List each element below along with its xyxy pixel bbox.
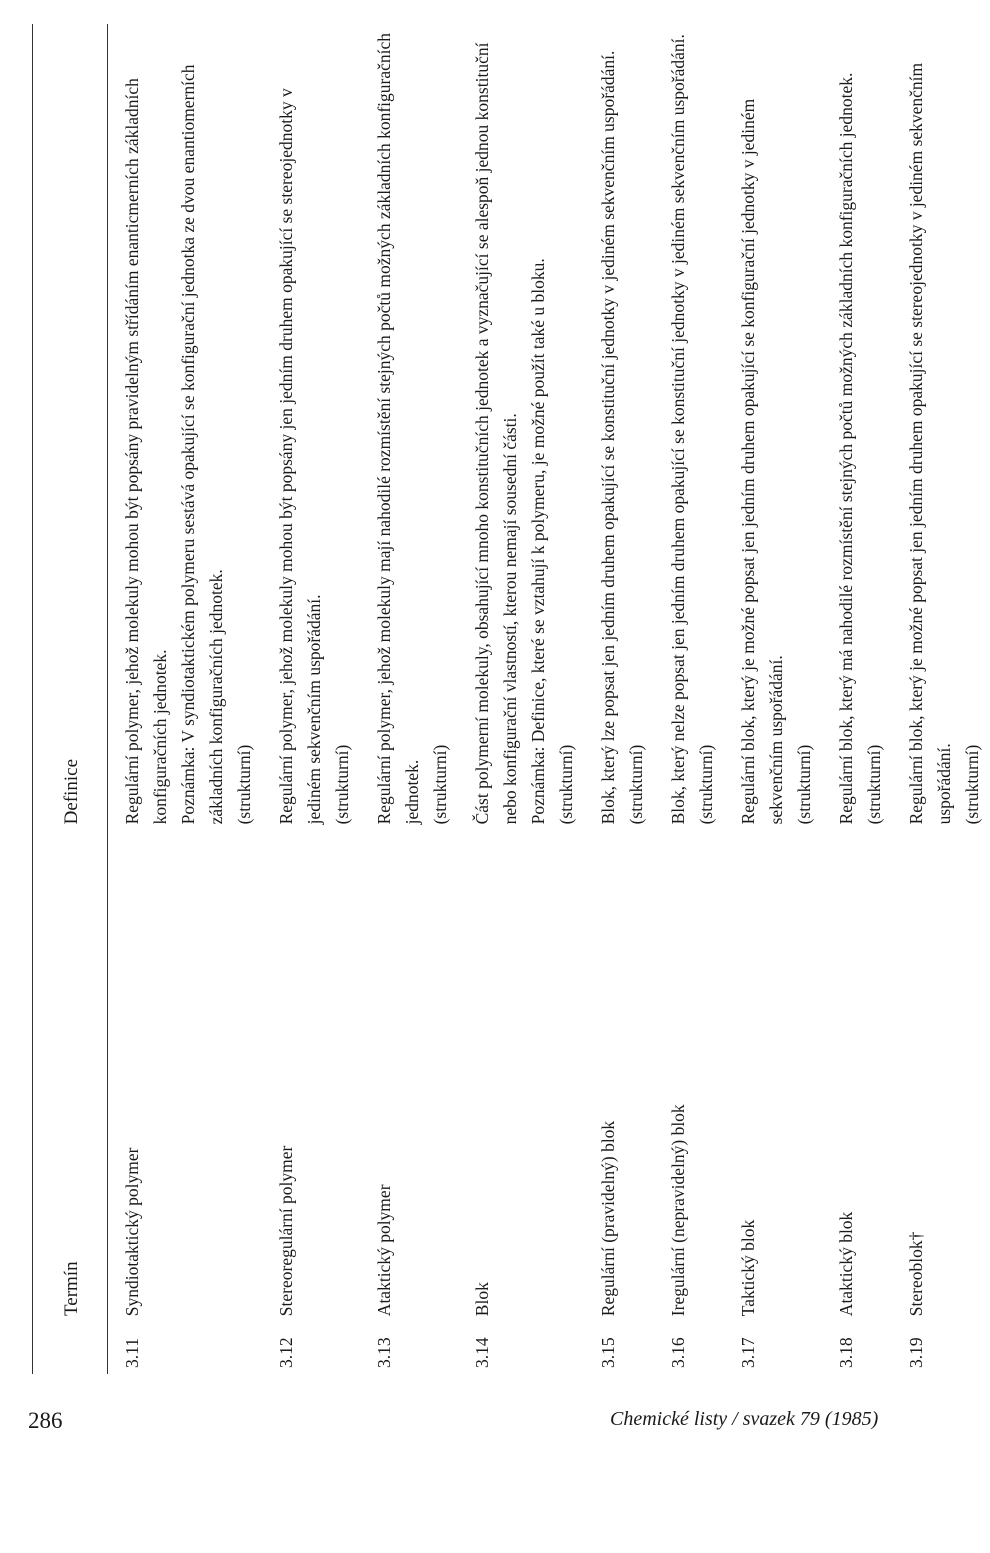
structure-tag: (strukturní) <box>234 744 254 825</box>
definition-note: Poznámka: Definice, které se vztahují k polymeru, je možné použít také u bloku. <box>528 258 548 825</box>
header-term: Termín <box>33 824 108 1374</box>
definition-text: Část polymerní molekuly, obsahující mnoho konstitučních jednotek a vyznačující se alespoň jednou konstituční nebo konfigurační vlastností, kterou nemají sousední části. <box>472 42 520 825</box>
row-definition-cell <box>458 24 584 824</box>
table-header-row <box>33 24 108 1374</box>
page-number: 286 <box>28 1408 63 1433</box>
row-definition-cell <box>108 24 263 824</box>
journal-footer: Chemické listy / svazek 79 (1985) <box>610 1408 879 1430</box>
row-definition-cell <box>360 24 458 824</box>
definition-text: Regulární polymer, jehož molekuly mohou být popsány pravidelným střídáním enanticmerních základních konfiguračních jednotek. <box>122 78 170 825</box>
definition-text: Regulární polymer, jehož molekuly mohou být popsány jen jedním druhem opakující se stereojednotky v jediném sekvenčním uspořádání. <box>276 88 324 825</box>
definition-text: Regulární polymer, jehož molekuly mají nahodilé rozmístění stejných počtů možných základních konfiguračních jednotek. <box>374 32 422 825</box>
row-number: 3.17 <box>738 1337 758 1368</box>
row-term: Blok <box>472 1282 492 1317</box>
row-definition-cell <box>654 24 724 824</box>
structure-tag: (strukturní) <box>794 744 814 825</box>
table-row <box>654 24 724 1374</box>
row-number: 3.12 <box>276 1337 296 1368</box>
row-definition-cell <box>262 24 360 824</box>
header-definition: Definice <box>33 24 108 824</box>
row-number: 3.19 <box>906 1337 926 1368</box>
row-number: 3.16 <box>668 1337 688 1368</box>
definition-text: Regulární blok, který má nahodilé rozmístění stejných počtů možných základních konfiguračních jednotek. <box>836 72 856 825</box>
structure-tag: (strukturní) <box>430 744 450 825</box>
row-term: Stereoregulární polymer <box>276 1145 296 1317</box>
structure-tag: (strukturní) <box>556 744 576 825</box>
row-definition-cell <box>724 24 822 824</box>
definition-note: Poznámka: V syndiotaktickém polymeru sestává opakující se konfigurační jednotka ze dvou enantiomerních základních konfiguračních jednotek. <box>178 64 226 825</box>
definition-text: Blok, který nelze popsat jen jedním druhem opakující se konstituční jednotky v jediném sekvenčním uspořádání. <box>668 34 688 825</box>
row-number: 3.13 <box>374 1337 394 1368</box>
row-term: Syndiotaktický polymer <box>122 1147 142 1317</box>
rotated-page-content <box>32 0 982 1380</box>
row-term: Ataktický polymer <box>374 1184 394 1317</box>
table-row <box>724 24 822 1374</box>
row-number: 3.15 <box>598 1337 618 1368</box>
definition-text: Blok, který lze popsat jen jedním druhem opakující se konstituční jednotky v jediném sekvenčním uspořádání. <box>598 50 618 825</box>
row-definition-cell <box>892 24 990 824</box>
structure-tag: (strukturní) <box>626 744 646 825</box>
definition-text: Regulární blok, který je možné popsat jen jedním druhem opakující se konfigurační jednotky v jediném sekvenčním uspořádání. <box>738 98 786 825</box>
table-body <box>108 24 990 1374</box>
table-row <box>262 24 360 1374</box>
table-row <box>584 24 654 1374</box>
structure-tag: (strukturní) <box>696 744 716 825</box>
terminology-table <box>32 24 990 1374</box>
row-definition-cell <box>584 24 654 824</box>
table-row <box>458 24 584 1374</box>
table-row <box>360 24 458 1374</box>
table-row <box>892 24 990 1374</box>
row-term: Iregulární (nepravidelný) blok <box>668 1104 688 1317</box>
row-term: Ataktický blok <box>836 1211 856 1317</box>
row-number: 3.18 <box>836 1337 856 1368</box>
row-number: 3.14 <box>472 1337 492 1368</box>
structure-tag: (strukturní) <box>962 744 982 825</box>
row-term: Stereoblok† <box>906 1231 926 1317</box>
row-term: Regulární (pravidelný) blok <box>598 1120 618 1317</box>
row-term: Taktický blok <box>738 1219 758 1317</box>
row-definition-cell <box>822 24 892 824</box>
table-row <box>108 24 263 1374</box>
structure-tag: (strukturní) <box>864 744 884 825</box>
table-row <box>822 24 892 1374</box>
row-number: 3.11 <box>122 1338 142 1368</box>
structure-tag: (strukturní) <box>332 744 352 825</box>
definition-text: Regulární blok, který je možné popsat jen jedním druhem opakující se stereojednotky v jediném sekvenčním uspořádání. <box>906 62 954 825</box>
